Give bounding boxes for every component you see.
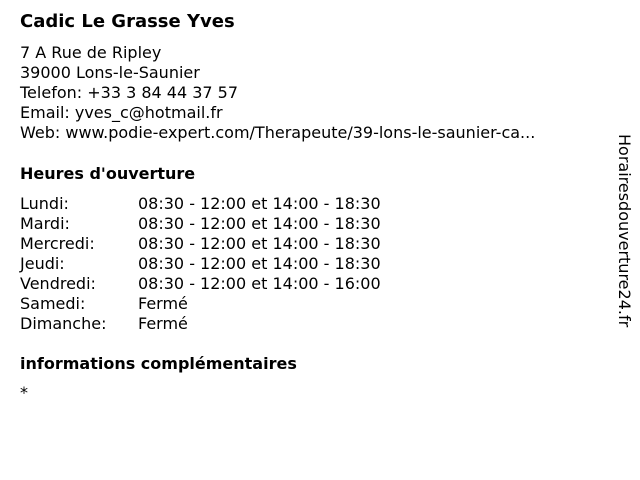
day-label: Mardi: [20,214,70,233]
time-value: 08:30 - 12:00 et 14:00 - 18:30 [138,214,381,233]
address-line-2: 39000 Lons-le-Saunier [20,63,200,82]
watermark-text: Horairesdouverture24.fr [615,134,634,328]
time-value: 08:30 - 12:00 et 14:00 - 18:30 [138,194,381,213]
day-label: Vendredi: [20,274,96,293]
day-label: Mercredi: [20,234,95,253]
opening-hours-heading: Heures d'ouverture [20,164,196,183]
email-line: Email: yves_c@hotmail.fr [20,103,223,122]
time-value: 08:30 - 12:00 et 14:00 - 18:30 [138,254,381,273]
address-line-1: 7 A Rue de Ripley [20,43,162,62]
day-label: Dimanche: [20,314,107,333]
additional-info-heading: informations complémentaires [20,354,297,373]
time-value: Fermé [138,294,188,313]
additional-info-text: * [20,383,28,402]
day-label: Jeudi: [20,254,65,273]
business-name: Cadic Le Grasse Yves [20,11,235,32]
watermark [612,134,636,370]
time-value: Fermé [138,314,188,333]
day-label: Lundi: [20,194,69,213]
phone-line: Telefon: +33 3 84 44 37 57 [20,83,239,102]
day-label: Samedi: [20,294,86,313]
time-value: 08:30 - 12:00 et 14:00 - 16:00 [138,274,381,293]
web-line: Web: www.podie-expert.com/Therapeute/39-lons-le-saunier-ca... [20,123,536,142]
contact-block [20,43,535,143]
time-value: 08:30 - 12:00 et 14:00 - 18:30 [138,234,381,253]
